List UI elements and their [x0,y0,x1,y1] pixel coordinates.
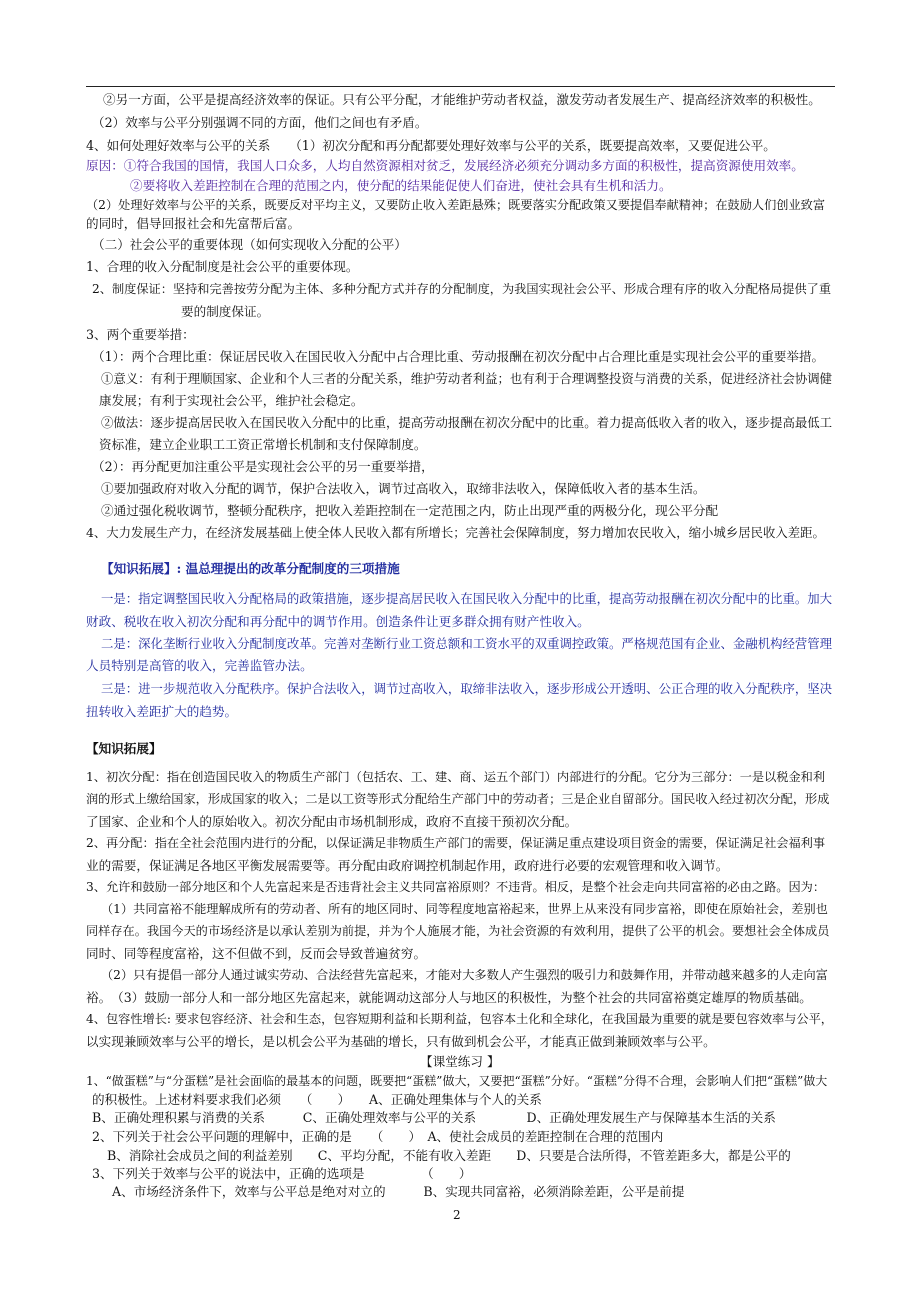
text-line: （2）处理好效率与公平的关系，既要反对平均主义，又要防止收入差距悬殊；既要落实分配政策又要提倡奉献精神；在鼓励人们创业致富 [86,198,826,212]
text-line: （2）效率与公平分别强调不同的方面，他们之间也有矛盾。 [92,115,428,130]
text-line: （二）社会公平的重要体现（如何实现收入分配的公平） [92,237,407,252]
text-line: 的同时，倡导回报社会和先富帮后富。 [86,216,301,231]
text-line: 财政、税收在收入初次分配和再分配中的调节作用。创造条件让更多群众拥有财产性收入。 [86,614,590,629]
text-line: 同时、同等程度富裕，这不但做不到，反而会导致普遍贫穷。 [86,946,427,961]
text-line: 3、下列关于效率与公平的说法中，正确的选项是 （ ） [92,1166,472,1181]
text-line: ②另一方面，公平是提高经济效率的保证。只有公平分配，才能维护劳动者权益，激发劳动者发展生产、提高经济效率的积极性。 [103,92,821,107]
text-line: 【课堂练习 】 [420,1054,500,1069]
text-line: 2、下列关于社会公平问题的理解中，正确的是 （ ） A、使社会成员的差距控制在合理的范围内 [92,1129,664,1144]
text-line: 的积极性。上述材料要求我们必须 （ ） A、正确处理集体与个人的关系 [92,1092,542,1107]
text-line: 2、再分配：指在全社会范围内进行的分配，以保证满足非物质生产部门的需要，保证满足重点建设项目资金的需要，保证满足社会福利事 [86,836,826,850]
page-number: 2 [453,1208,461,1222]
text-line: 4、大力发展生产力，在经济发展基础上使全体人民收入都有所增长；完善社会保障制度，努力增加农民收入，缩小城乡居民收入差距。 [86,525,825,540]
text-line: ①要加强政府对收入分配的调节，保护合法收入，调节过高收入，取缔非法收入，保障低收入者的基本生活。 [101,481,706,496]
text-line: 【知识拓展】: 温总理提出的改革分配制度的三项措施 [101,561,400,576]
text-line: 1、“做蛋糕”与“分蛋糕”是社会面临的最基本的问题，既要把“蛋糕”做大，又要把“蛋糕”分好。“蛋糕”分得不合理，会影响人们把“蛋糕”做大 [86,1074,828,1088]
text-line: ②做法：逐步提高居民收入在国民收入分配中的比重，提高劳动报酬在初次分配中的比重。着力提高低收入者的收入，逐步提高最低工 [101,415,833,430]
text-line: 要的制度保证。 [181,304,270,319]
text-line: 二是：深化垄断行业收入分配制度改革。完善对垄断行业工资总额和工资水平的双重调控政策。严格规范国有企业、金融机构经营管理 [101,636,833,651]
text-line: 同样存在。我国今天的市场经济是以承认差别为前提，并为个人施展才能，为社会资源的有效利用，提供了公平的机会。要想社会全体成员 [86,924,830,938]
text-line: 康发展；有利于实现社会公平，维护社会稳定。 [99,393,364,408]
text-line: 【知识拓展】 [86,741,162,756]
text-line: （1）：两个合理比重：保证居民收入在国民收入分配中占合理比重、劳动报酬在初次分配中占合理比重是实现社会公平的重要举措。 [92,349,825,364]
text-line: 3、两个重要举措： [86,327,195,342]
header-rule [86,86,835,87]
text-line: 润的形式上缴给国家，形成国家的收入；二是以工资等形式分配给生产部门中的劳动者；三是企业自留部分。国民收入经过初次分配，形成 [86,792,830,806]
text-line: 业的需要，保证满足各地区平衡发展需要等。再分配由政府调控机制起作用，政府进行必要的宏观管理和收入调节。 [86,858,729,873]
text-line: 扭转收入差距扩大的趋势。 [86,704,238,719]
text-line: A、市场经济条件下，效率与公平总是绝对对立的 B、实现共同富裕，必须消除差距，公平是前提 [112,1184,685,1199]
text-line: B、消除社会成员之间的利益差别 C、平均分配，不能有收入差距 D、只要是合法所得，不管差距多大，都是公平的 [107,1148,791,1163]
text-line: 2、制度保证：坚持和完善按劳分配为主体、多种分配方式并存的分配制度，为我国实现社会公平、形成合理有序的收入分配格局提供了重 [92,282,832,296]
text-line: 一是：指定调整国民收入分配格局的政策措施，逐步提高居民收入在国民收入分配中的比重，提高劳动报酬在初次分配中的比重。加大 [101,591,833,606]
text-line: （2）：再分配更加注重公平是实现社会公平的另一重要举措， [92,459,434,474]
text-line: （1）共同富裕不能理解成所有的劳动者、所有的地区同时、同等程度地富裕起来，世界上从来没有同步富裕，即使在原始社会，差别也 [101,902,828,916]
text-line: 1、初次分配：指在创造国民收入的物质生产部门（包括农、工、建、商、运五个部门）内部进行的分配。它分为三部分：一是以税金和利 [86,770,826,784]
text-line: 4、包容性增长: 要求包容经济、社会和生态，包容短期利益和长期利益，包容本土化和全球化，在我国最为重要的就是要包容效率与公平， [86,1012,833,1026]
text-line: 1、合理的收入分配制度是社会公平的重要体现。 [86,259,359,274]
text-line: 资标准，建立企业职工工资正常增长机制和支付保障制度。 [99,437,427,452]
text-line: 4、如何处理好效率与公平的关系 （1）初次分配和再分配都要处理好效率与公平的关系，既要提高效率，又要促进公平。 [86,138,776,153]
text-line: 3、允许和鼓励一部分地区和个人先富起来是否违背社会主义共同富裕原则？不违背。相反，是整个社会走向共同富裕的必由之路。因为： [86,880,826,894]
text-line: B、正确处理积累与消费的关系 C、正确处理效率与公平的关系 D、正确处理发展生产与保障基本生活的关系 [92,1110,776,1125]
text-line: （2）只有提倡一部分人通过诚实劳动、合法经营先富起来，才能对大多数人产生强烈的吸引力和鼓舞作用，并带动越来越多的人走向富 [101,968,828,982]
text-line: ②通过强化税收调节，整顿分配秩序，把收入差距控制在一定范围之内，防止出现严重的两极分化，现公平分配 [101,503,719,518]
text-line: ①意义：有利于理顺国家、企业和个人三者的分配关系，维护劳动者利益；也有利于合理调整投资与消费的关系，促进经济社会协调健 [101,371,833,386]
text-line: 了国家、企业和个人的原始收入。初次分配由市场机制形成，政府不直接干预初次分配。 [86,814,578,829]
text-line: ②要将收入差距控制在合理的范围之内，使分配的结果能促使人们奋进，使社会具有生机和活力。 [130,178,672,193]
text-line: 人员特别是高管的收入，完善监管办法。 [86,658,313,673]
text-line: 原因：①符合我国的国情，我国人口众多，人均自然资源相对贫乏，发展经济必须充分调动多方面的积极性，提高资源使用效率。 [86,158,804,173]
text-line: 裕。 （3）鼓励一部分人和一部分地区先富起来，就能调动这部分人与地区的积极性，为整个社会的共同富裕奠定雄厚的物质基础。 [86,990,812,1005]
text-line: 以实现兼顾效率与公平的增长，是以机会公平为基础的增长，只有做到机会公平，才能真正做到兼顾效率与公平。 [86,1034,716,1049]
text-line: 三是：进一步规范收入分配秩序。保护合法收入，调节过高收入，取缔非法收入，逐步形成公开透明、公正合理的收入分配秩序，坚决 [101,681,833,696]
